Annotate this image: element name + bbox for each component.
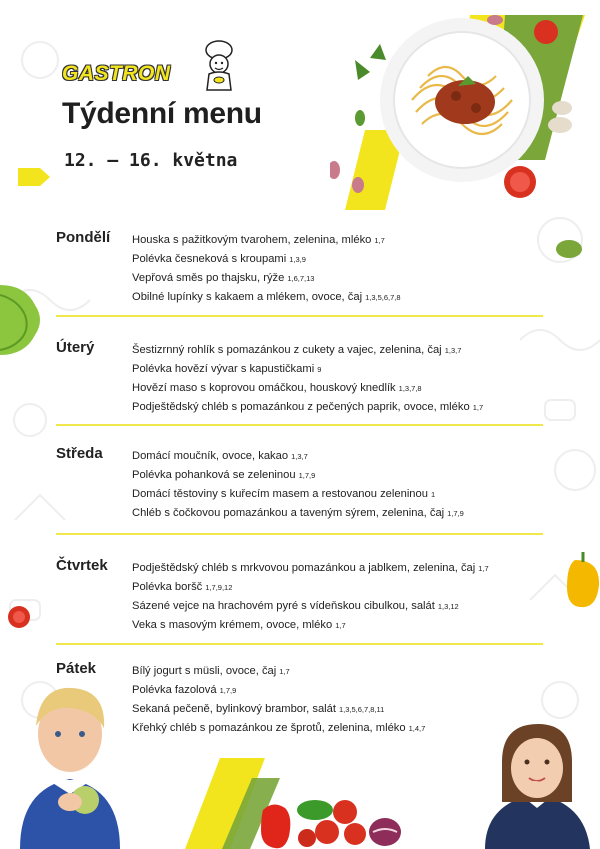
meal-item: Polévka česneková s kroupami 1,3,9 — [132, 253, 306, 265]
allergens: 1,7 — [374, 236, 385, 245]
separator — [56, 424, 543, 426]
allergens: 1,7 — [478, 564, 489, 573]
yellow-pepper-icon — [565, 550, 600, 610]
allergens: 1,3,7,8 — [398, 384, 422, 393]
day-name: Středa — [56, 445, 103, 462]
allergens: 1,7,9 — [219, 686, 237, 695]
allergens: 1,7,9,12 — [205, 583, 233, 592]
page-title: Týdenní menu — [62, 97, 262, 130]
meal-list — [132, 231, 552, 307]
allergens: 1,3,7 — [291, 452, 308, 461]
meal-item: Hovězí maso s koprovou omáčkou, houskový knedlík 1,3,7,8 — [132, 382, 422, 394]
cherry-tomato-icon — [5, 603, 33, 631]
meal-item: Šestizrnný rohlík s pomazánkou z cukety a vajec, zelenina, čaj 1,3,7 — [132, 344, 462, 356]
allergens: 1,3,12 — [437, 602, 459, 611]
meal-item: Houska s pažitkovým tvarohem, zelenina, mléko 1,7 — [132, 234, 385, 246]
arrow-decoration-icon — [18, 168, 50, 186]
allergens: 1,3,5,6,7,8 — [365, 293, 401, 302]
separator — [56, 643, 543, 645]
meal-list — [132, 559, 552, 635]
allergens: 1,6,7,13 — [287, 274, 315, 283]
meal-list — [132, 341, 552, 417]
brand-logo — [62, 40, 252, 96]
meal-item: Polévka hovězí vývar s kapustičkami 9 — [132, 363, 322, 375]
brand-name: GASTRON — [62, 62, 171, 85]
allergens: 1,7,9 — [447, 509, 464, 518]
meal-item: Domácí těstoviny s kuřecím masem a restovanou zeleninou 1 — [132, 488, 436, 500]
allergens: 1,7,9 — [298, 471, 316, 480]
day-name: Pátek — [56, 660, 97, 677]
meal-list — [132, 447, 552, 523]
spaghetti-plate-image — [330, 0, 600, 215]
meal-item: Domácí moučník, ovoce, kakao 1,3,7 — [132, 450, 308, 462]
allergens: 1,3,9 — [289, 255, 306, 264]
allergens: 1,7 — [279, 667, 290, 676]
lettuce-icon — [0, 280, 45, 360]
day-name: Pondělí — [56, 229, 111, 246]
meal-item: Polévka pohanková se zeleninou 1,7,9 — [132, 469, 316, 481]
day-name: Čtvrtek — [56, 557, 108, 574]
meal-item: Veka s masovým krémem, ovoce, mléko 1,7 — [132, 619, 346, 631]
allergens: 1,3,5,6,7,8,11 — [338, 705, 385, 714]
meal-item: Vepřová směs po thajsku, rýže 1,6,7,13 — [132, 272, 315, 284]
separator — [56, 533, 543, 535]
meal-item: Křehký chléb s pomazánkou ze šprotů, zelenina, mléko 1,4,7 — [132, 722, 426, 734]
chef-mascot-icon — [197, 40, 241, 92]
meal-item: Polévka fazolová 1,7,9 — [132, 684, 237, 696]
vegetables-image — [255, 790, 415, 849]
allergens: 1 — [430, 490, 436, 499]
date-range: 12. – 16. května — [64, 150, 238, 171]
meal-item: Bílý jogurt s müsli, ovoce, čaj 1,7 — [132, 665, 290, 677]
meal-item: Podještědský chléb s mrkvovou pomazánkou a jablkem, zelenina, čaj 1,7 — [132, 562, 489, 574]
day-name: Úterý — [56, 339, 95, 356]
allergens: 1,7 — [472, 403, 484, 412]
meal-item: Chléb s čočkovou pomazánkou a taveným sýrem, zelenina, čaj 1,7,9 — [132, 507, 464, 519]
meal-item: Podještědský chléb s pomazánkou z pečených paprik, ovoce, mléko 1,7 — [132, 401, 484, 413]
allergens: 1,7 — [335, 621, 346, 630]
allergens: 1,4,7 — [408, 724, 426, 733]
meal-item: Sázené vejce na hrachovém pyré s vídeňskou cibulkou, salát 1,3,12 — [132, 600, 459, 612]
separator — [56, 315, 543, 317]
meal-item: Polévka boršč 1,7,9,12 — [132, 581, 233, 593]
allergens: 9 — [317, 365, 322, 374]
allergens: 1,3,7 — [444, 346, 462, 355]
green-olive-icon — [554, 237, 584, 261]
meal-item: Sekaná pečeně, bylinkový brambor, salát 1,3,5,6,7,8,11 — [132, 703, 385, 715]
child-photo-right — [480, 722, 600, 849]
meal-item: Obilné lupínky s kakaem a mlékem, ovoce, čaj 1,3,5,6,7,8 — [132, 291, 401, 303]
child-photo-left — [0, 682, 140, 849]
